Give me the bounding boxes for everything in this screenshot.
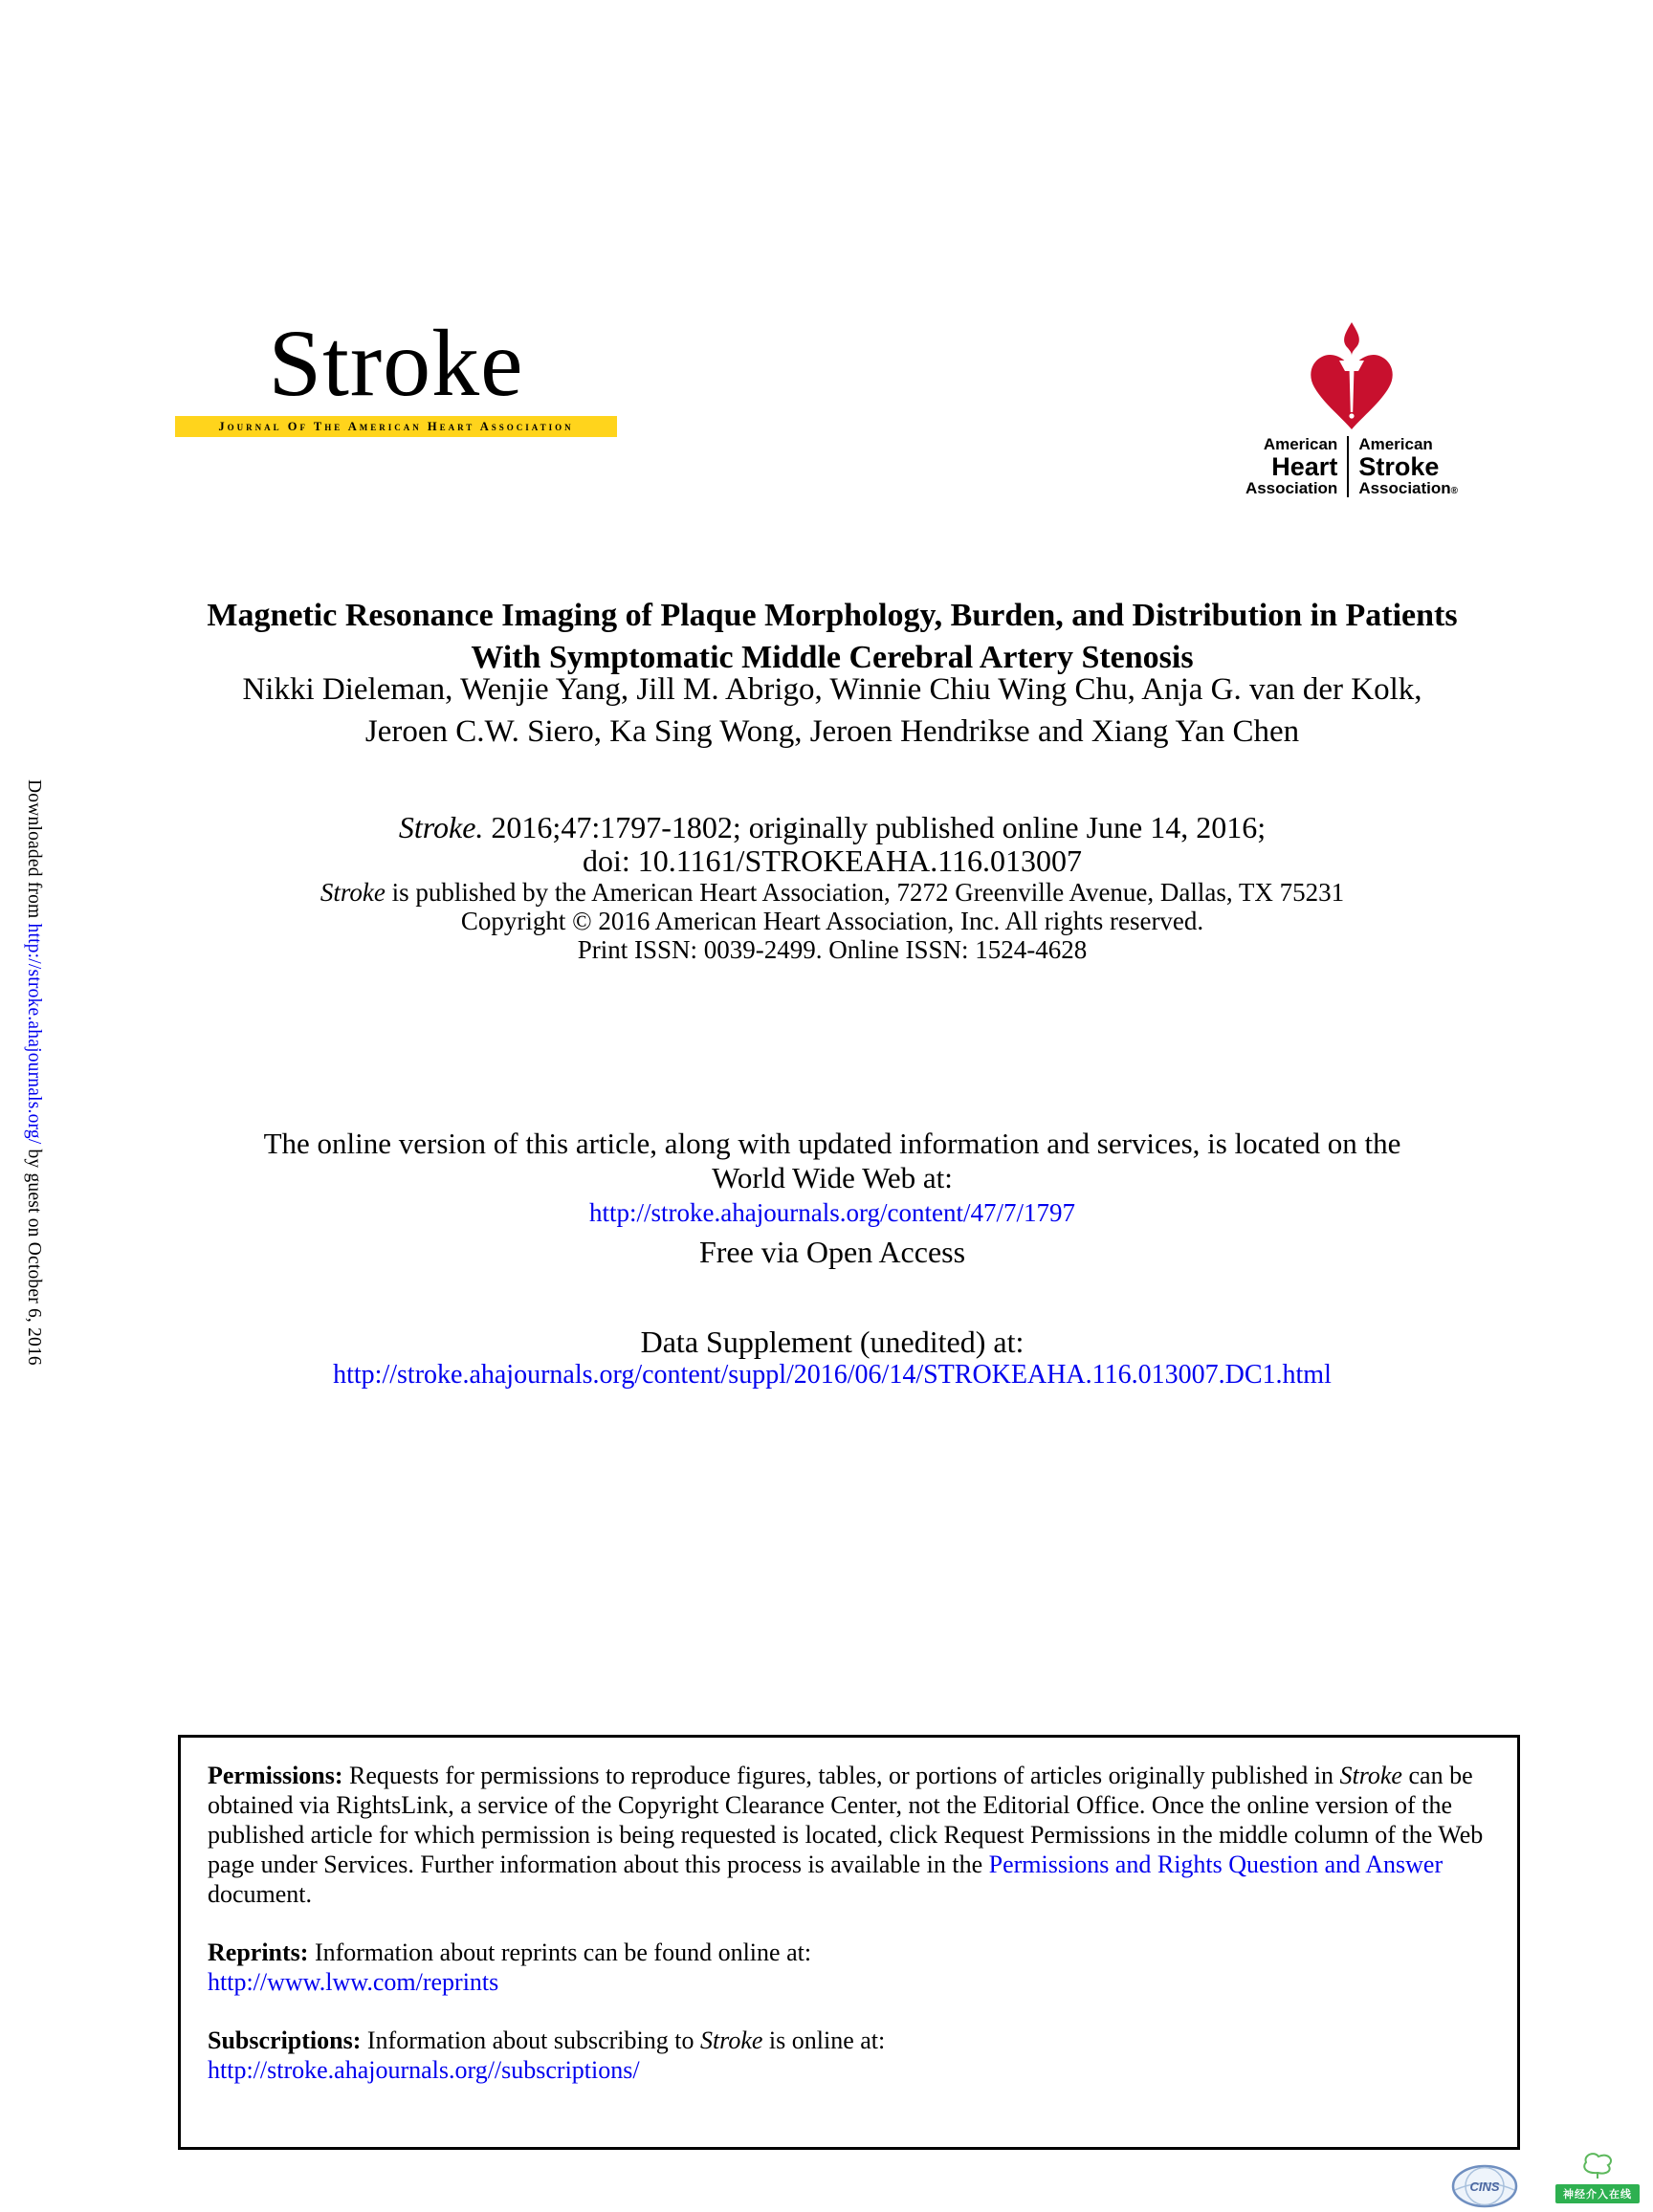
citation-reference-text: 2016;47:1797-1802; originally published online June 14, 2016; [483, 810, 1267, 844]
reprints-text: Information about reprints can be found online at: [308, 1938, 812, 1966]
heart-torch-icon [1308, 319, 1396, 442]
permissions-qa-link[interactable]: Permissions and Rights Question and Answer [988, 1851, 1444, 1878]
online-version-text-line1: The online version of this article, along with updated information and services, is located on the [263, 1127, 1401, 1160]
neuro-intervention-logo [1555, 2150, 1640, 2203]
data-supplement-link[interactable]: http://stroke.ahajournals.org/content/suppl/2016/06/14/STROKEAHA.116.013007.DC1.html [333, 1360, 1332, 1390]
data-supplement-label: Data Supplement (unedited) at: [640, 1325, 1025, 1359]
registered-trademark-symbol: ® [1450, 486, 1459, 497]
download-attribution-link[interactable]: http://stroke.ahajournals.org/ [24, 923, 44, 1145]
aha-logo-text [1186, 436, 1517, 497]
article-content-link[interactable]: http://stroke.ahajournals.org/content/47/7/1797 [589, 1198, 1075, 1227]
aha-stroke-line3 [1358, 480, 1458, 497]
permissions-paragraph [208, 1761, 1490, 1909]
aha-heart-column [1245, 436, 1347, 497]
citation-reference [153, 811, 1511, 844]
publisher-line [153, 878, 1511, 907]
aha-stroke-line1: American [1358, 435, 1433, 453]
citation-block [153, 811, 1511, 964]
aha-heart-line3: Association [1245, 479, 1338, 498]
copyright-line: Copyright © 2016 American Heart Association, Inc. All rights reserved. [460, 907, 1204, 935]
subscriptions-link[interactable]: http://stroke.ahajournals.org//subscriptions/ [208, 2056, 640, 2084]
cins-logo [1450, 2163, 1519, 2209]
citation-journal-name: Stroke. [398, 810, 484, 844]
subscriptions-label: Subscriptions: [208, 2026, 362, 2054]
authors-line1: Nikki Dieleman, Wenjie Yang, Jill M. Abrigo, Winnie Chiu Wing Chu, Anja G. van der Kolk, [242, 672, 1422, 707]
download-attribution-suffix: by guest on October 6, 2016 [24, 1144, 44, 1366]
permissions-journal-name: Stroke [1339, 1762, 1402, 1789]
open-access-note: Free via Open Access [698, 1235, 966, 1269]
publisher-journal-name: Stroke [320, 878, 386, 907]
permissions-text3: document. [208, 1880, 313, 1908]
aha-heart-line2: Heart [1271, 451, 1338, 481]
permissions-text1: Requests for permissions to reproduce figures, tables, or portions of articles originally published in [342, 1762, 1340, 1789]
authors-line2: Jeroen C.W. Siero, Ka Sing Wong, Jeroen Hendrikse and Xiang Yan Chen [364, 713, 1300, 749]
download-attribution-prefix: Downloaded from [24, 779, 44, 924]
journal-logo-banner: Journal Of The American Heart Association [175, 416, 617, 437]
aha-heart-line1: American [1263, 435, 1338, 453]
aha-stroke-column [1349, 436, 1458, 497]
publisher-text: is published by the American Heart Association, 7272 Greenville Avenue, Dallas, TX 75231 [385, 878, 1345, 907]
subscriptions-text2: is online at: [762, 2026, 886, 2054]
aha-stroke-line2: Stroke [1358, 451, 1440, 481]
reprints-link[interactable]: http://www.lww.com/reprints [208, 1968, 499, 1996]
reprints-paragraph [208, 1938, 1490, 1997]
article-title-line2: With Symptomatic Middle Cerebral Artery Stenosis [471, 640, 1194, 676]
aha-stroke-association: Association [1358, 479, 1451, 498]
online-version-block [153, 1127, 1511, 1269]
aha-asa-logo [1186, 319, 1517, 497]
tree-icon [1577, 2150, 1618, 2179]
online-version-text-line2: World Wide Web at: [712, 1161, 953, 1194]
neuro-intervention-logo-text: 神经介入在线 [1555, 2184, 1640, 2203]
stroke-journal-logo [175, 310, 617, 437]
reprints-label: Reprints: [208, 1938, 309, 1966]
data-supplement-block [153, 1325, 1511, 1391]
article-authors [153, 669, 1511, 753]
issn-line: Print ISSN: 0039-2499. Online ISSN: 1524-4628 [577, 935, 1088, 964]
permissions-text2: can be obtained via RightsLink, a service of the Copyright Clearance Center, not the Editorial Office. Once the online version of the published article for which permission is being requested is located, click Request Permissions in the middle column of the Web page under Services. Further information about this process is available in the [208, 1762, 1484, 1878]
permissions-label: Permissions: [208, 1762, 343, 1789]
permissions-info-box [178, 1735, 1520, 2150]
subscriptions-text1: Information about subscribing to [361, 2026, 700, 2054]
download-attribution [23, 779, 44, 1366]
article-title [153, 595, 1511, 679]
subscriptions-paragraph [208, 2026, 1490, 2085]
citation-doi: doi: 10.1161/STROKEAHA.116.013007 [582, 843, 1083, 878]
article-title-line1: Magnetic Resonance Imaging of Plaque Morphology, Burden, and Distribution in Patients [207, 598, 1458, 633]
journal-logo-title: Stroke [268, 310, 524, 416]
cins-logo-text: CINS [1469, 2179, 1500, 2194]
subscriptions-journal-name: Stroke [699, 2026, 763, 2054]
